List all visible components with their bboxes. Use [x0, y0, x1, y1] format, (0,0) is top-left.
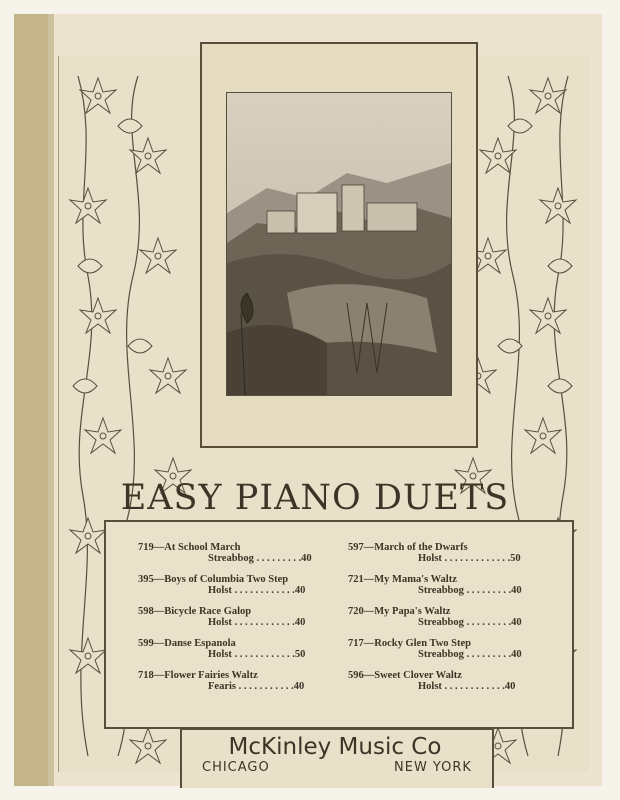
entry-price: .50: [292, 649, 306, 660]
entry-line: 719—At School March: [138, 542, 241, 553]
entry-title: At School March: [164, 542, 241, 553]
landscape-illustration: [226, 92, 452, 396]
entry-line: 717—Rocky Glen Two Step: [348, 638, 471, 649]
entry-number: 718: [138, 670, 154, 681]
entry-composer-line: Holst . . . . . . . . . . . . .50: [418, 553, 521, 564]
publisher-city-chicago: CHICAGO: [202, 760, 270, 775]
entry-line: 721—My Mama's Waltz: [348, 574, 457, 585]
hilltop-castle-image: [227, 93, 451, 395]
entry-title: Bicycle Race Galop: [164, 606, 252, 617]
catalog-entry: [138, 638, 338, 670]
entry-line: 718—Flower Fairies Waltz: [138, 670, 258, 681]
catalog-entry: [348, 670, 548, 702]
entry-price: .40: [508, 649, 522, 660]
binding-spine: [14, 14, 48, 786]
entry-composer: Streabbog: [208, 553, 254, 564]
entry-price: .40: [292, 585, 306, 596]
entry-title: Boys of Columbia Two Step: [164, 574, 289, 585]
catalog-entry: [348, 542, 548, 574]
entry-number: 596: [348, 670, 364, 681]
catalog-entry: [348, 606, 548, 638]
entry-line: 598—Bicycle Race Galop: [138, 606, 252, 617]
entry-composer-line: Streabbog . . . . . . . . .40: [418, 649, 522, 660]
cover-title: EASY PIANO DUETS: [120, 478, 510, 518]
entry-line: 395—Boys of Columbia Two Step: [138, 574, 289, 585]
entry-price: .40: [508, 617, 522, 628]
entry-composer: Holst: [418, 553, 442, 564]
catalog-entry: [138, 606, 338, 638]
entry-composer: Holst: [208, 585, 232, 596]
catalog-entry: [138, 574, 338, 606]
entry-composer-line: Streabbog . . . . . . . . .40: [208, 553, 312, 564]
entry-price: .40: [502, 681, 516, 692]
catalog-entry: [138, 670, 338, 702]
entry-composer-line: Holst . . . . . . . . . . . .40: [208, 585, 306, 596]
catalog-column-left: [138, 542, 338, 702]
entry-title: My Mama's Waltz: [374, 574, 457, 585]
catalog-column-right: [348, 542, 548, 702]
entry-price: .40: [291, 681, 305, 692]
entry-composer-line: Fearis . . . . . . . . . . .40: [208, 681, 305, 692]
entry-line: 596—Sweet Clover Waltz: [348, 670, 462, 681]
entry-title: My Papa's Waltz: [374, 606, 451, 617]
entry-title: Rocky Glen Two Step: [374, 638, 471, 649]
catalog-entry: [348, 574, 548, 606]
catalog-entry: [138, 542, 338, 574]
entry-line: 599—Danse Espanola: [138, 638, 236, 649]
entry-number: 599: [138, 638, 154, 649]
entry-number: 597: [348, 542, 364, 553]
entry-price: .40: [292, 617, 306, 628]
entry-title: Danse Espanola: [164, 638, 236, 649]
entry-title: Flower Fairies Waltz: [164, 670, 258, 681]
entry-composer: Holst: [208, 617, 232, 628]
entry-composer: Fearis: [208, 681, 236, 692]
entry-number: 721: [348, 574, 364, 585]
entry-number: 395: [138, 574, 154, 585]
publisher-name: McKinley Music Co: [228, 734, 442, 760]
entry-number: 717: [348, 638, 364, 649]
entry-number: 720: [348, 606, 364, 617]
catalog-entry: [348, 638, 548, 670]
entry-number: 598: [138, 606, 154, 617]
entry-composer-line: Holst . . . . . . . . . . . .40: [418, 681, 516, 692]
entry-composer: Holst: [418, 681, 442, 692]
entry-price: .50: [507, 553, 521, 564]
binding-shadow: [48, 14, 54, 786]
entry-line: 597—March of the Dwarfs: [348, 542, 468, 553]
entry-composer: Holst: [208, 649, 232, 660]
entry-composer-line: Streabbog . . . . . . . . .40: [418, 617, 522, 628]
entry-title: March of the Dwarfs: [374, 542, 468, 553]
duet-catalog-box: [104, 520, 574, 729]
entry-price: .40: [298, 553, 312, 564]
entry-number: 719: [138, 542, 154, 553]
entry-composer-line: Holst . . . . . . . . . . . .50: [208, 649, 306, 660]
entry-line: 720—My Papa's Waltz: [348, 606, 451, 617]
entry-composer: Streabbog: [418, 617, 464, 628]
entry-composer-line: Streabbog . . . . . . . . .40: [418, 585, 522, 596]
entry-price: .40: [508, 585, 522, 596]
entry-composer-line: Holst . . . . . . . . . . . .40: [208, 617, 306, 628]
entry-title: Sweet Clover Waltz: [374, 670, 462, 681]
entry-composer: Streabbog: [418, 649, 464, 660]
entry-composer: Streabbog: [418, 585, 464, 596]
publisher-city-new-york: NEW YORK: [394, 760, 472, 775]
